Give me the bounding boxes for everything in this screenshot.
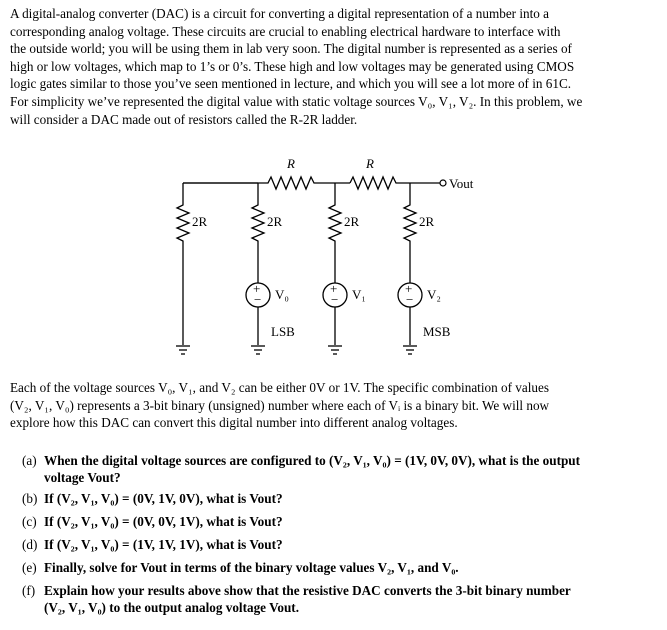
intro-line: high or low voltages, which map to 1’s or 0’s. These high and low voltages may be generated using CMOS: [10, 58, 575, 74]
question-label: (b): [22, 491, 38, 506]
intro-line: logic gates similar to those you’ve seen mentioned in lecture, and which you will see a lot more of in 61C.: [10, 76, 572, 92]
question-d: [22, 536, 642, 553]
plus-sign: +: [330, 281, 338, 296]
resistor-r1: [183, 177, 350, 189]
minus-sign: −: [331, 292, 339, 307]
vsrc-label: V₂: [427, 287, 441, 302]
question-text: Finally, solve for Vout in terms of the binary voltage values V₂, V₁, and V₀.: [44, 560, 459, 575]
explanation-paragraph: [10, 379, 638, 432]
minus-sign: −: [254, 292, 262, 307]
msb-label: MSB: [423, 324, 451, 339]
question-b: [22, 490, 642, 507]
explanation-line: (V₂, V₁, V₀) represents a 3-bit binary (unsigned) number where each of Vᵢ is a binary bit. We will now: [10, 397, 550, 413]
resistor-2r-1: [252, 183, 264, 283]
intro-line: corresponding analog voltage. These circuits are crucial to enabling electrical hardware to interface with: [10, 23, 561, 39]
question-label: (d): [22, 537, 38, 552]
question-text: If (V₂, V₁, V₀) = (0V, 1V, 0V), what is Vout?: [44, 491, 283, 506]
question-text: When the digital voltage sources are configured to (V₂, V₁, V₀) = (1V, 0V, 0V), what is the output: [44, 453, 581, 468]
r2-label: 2R: [192, 214, 208, 229]
ground-icon: [328, 346, 342, 354]
question-f: [22, 582, 642, 616]
question-label: (e): [22, 560, 37, 575]
question-label: (c): [22, 514, 37, 529]
resistor-2r-0: [177, 183, 189, 345]
r-label: R: [287, 156, 295, 171]
explanation-line: explore how this DAC can convert this digital number into different analog voltages.: [10, 415, 458, 431]
ground-icon: [176, 346, 190, 354]
question-text: Explain how your results above show that the resistive DAC converts the 3-bit binary number: [44, 583, 571, 598]
vout-terminal: [440, 180, 446, 186]
question-e: [22, 559, 642, 576]
plus-sign: +: [405, 281, 413, 296]
vsrc-label: V₁: [352, 287, 366, 302]
vout-label: Vout: [449, 176, 474, 191]
r2-label: 2R: [419, 214, 435, 229]
question-a: [22, 452, 642, 486]
question-text: (V₂, V₁, V₀) to the output analog voltage Vout.: [44, 600, 299, 615]
minus-sign: −: [406, 292, 414, 307]
resistor-r2: [350, 177, 440, 189]
ground-icon: [403, 346, 417, 354]
question-text: If (V₂, V₁, V₀) = (1V, 1V, 1V), what is Vout?: [44, 537, 283, 552]
vsrc-label: V₀: [275, 287, 289, 302]
question-label: (a): [22, 453, 37, 468]
question-c: [22, 513, 642, 530]
ground-icon: [251, 346, 265, 354]
plus-sign: +: [253, 281, 261, 296]
lsb-label: LSB: [271, 324, 295, 339]
intro-line: will consider a DAC made out of resistors called the R-2R ladder.: [10, 111, 358, 127]
r2-label: 2R: [267, 214, 283, 229]
resistor-2r-2: [329, 183, 341, 283]
r-label: R: [366, 156, 374, 171]
question-text: If (V₂, V₁, V₀) = (0V, 0V, 1V), what is Vout?: [44, 514, 283, 529]
r2-label: 2R: [344, 214, 360, 229]
resistor-2r-3: [404, 183, 416, 283]
intro-line: the outside world; you will be using them in lab very soon. The digital number is represented as a series of: [10, 41, 572, 57]
intro-line: A digital-analog converter (DAC) is a circuit for converting a digital representation of a number into a: [10, 6, 550, 21]
explanation-line: Each of the voltage sources V₀, V₁, and V₂ can be either 0V or 1V. The specific combination of values: [10, 380, 549, 395]
intro-line: For simplicity we’ve represented the digital value with static voltage sources V₀, V₁, V₂. In this problem, we: [10, 93, 583, 109]
question-label: (f): [22, 583, 36, 598]
question-text: voltage Vout?: [44, 470, 121, 485]
